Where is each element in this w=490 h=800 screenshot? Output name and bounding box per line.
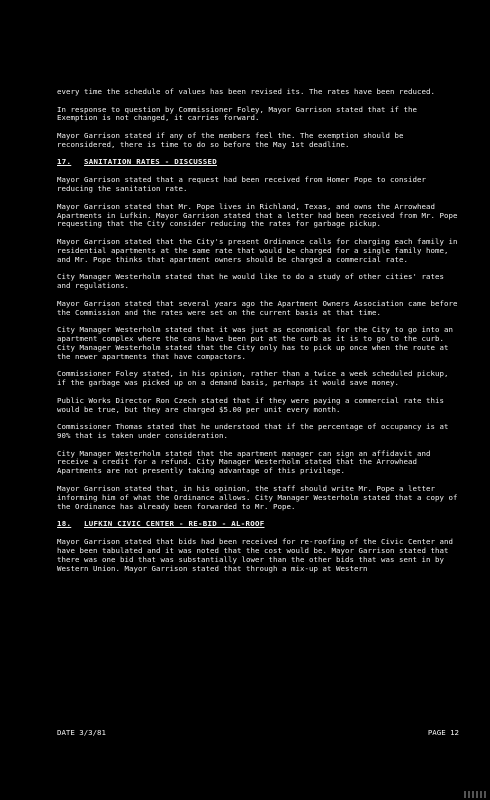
paragraph: Commissioner Thomas stated that he understood that if the percentage of occupancy is at 90% that is taken under consideration. xyxy=(57,422,449,440)
paragraph: Mayor Garrison stated that Mr. Pope lives in Richland, Texas, and owns the Arrowhead Apartments in Lufkin. Mayor Garrison stated that a letter had been received from Mr. Pope requesting that the City consider reducing the rates for garbage pickup. xyxy=(57,201,458,229)
paragraph: Public Works Director Ron Czech stated that if they were paying a commercial rate this would be true, but they are charged $5.00 per unit every month. xyxy=(57,395,444,414)
page-footer xyxy=(57,728,459,737)
paragraph: Commissioner Foley stated, in his opinion, rather than a twice a week scheduled pickup, if the garbage was picked up on a demand basis, perhaps it would save money. xyxy=(57,369,449,388)
paragraph: Mayor Garrison stated that bids had been received for re-roofing of the Civic Center and have been tabulated and it was noted that the cost would be. Mayor Garrison stated that there was one bid that was substantially lower than the other bids that was sent in by Western Union. Mayor Garrison stated that through a mix-up at Western xyxy=(57,537,453,573)
paragraph: City Manager Westerholm stated that the apartment manager can sign an affidavit and receive a credit for a refund. City Manager Westerholm stated that the Arrowhead Apartments are not presently taking advantage of this privilege. xyxy=(57,448,431,476)
section-title: LUFKIN CIVIC CENTER - RE-BID - AL-ROOF xyxy=(84,519,265,529)
footer-page-number: PAGE 12 xyxy=(427,728,459,737)
paragraph: City Manager Westerholm stated that he would like to do a study of other cities' rates and regulations. xyxy=(57,272,444,291)
minutes-page xyxy=(57,88,459,582)
footer-date: DATE 3/3/81 xyxy=(57,728,106,737)
paragraph: Mayor Garrison stated if any of the members feel the. The exemption should be reconsidered, there is time to do so before the May 1st deadline. xyxy=(57,130,404,149)
paragraph: City Manager Westerholm stated that it was just as economical for the City to go into an apartment complex where the cans have been put at the curb as it is to go to the curb. City Manager Westerholm stated that the City only has to pick up once when the route at the newer apartments that have compactors. xyxy=(57,325,453,361)
section-number: 18. xyxy=(57,519,72,529)
section-number: 17. xyxy=(57,157,72,167)
paragraph: Mayor Garrison stated that several years ago the Apartment Owners Association came before the Commission and the rates were set on the current basis at that time. xyxy=(57,298,458,317)
paragraph: Mayor Garrison stated that, in his opinion, the staff should write Mr. Pope a letter informing him of what the Ordinance allows. City Manager Westerholm stated that a copy of the Ordinance has already been forwarded to Mr. Pope. xyxy=(57,483,458,511)
paragraph: Mayor Garrison stated that a request had been received from Homer Pope to consider reducing the sanitation rate. xyxy=(57,175,426,194)
section-heading-18 xyxy=(57,520,459,529)
paragraph: Mayor Garrison stated that the City's present Ordinance calls for charging each family in residential apartments at the same rate that would be charged for a single family home, and Mr. Pope thinks that apartment owners should be charged a commercial rate. xyxy=(57,236,458,264)
paragraph: In response to question by Commissioner Foley, Mayor Garrison stated that if the Exemption is not changed, it carries forward. xyxy=(57,104,417,123)
section-heading-17 xyxy=(57,158,459,167)
scan-artifact xyxy=(464,791,486,798)
section-title: SANITATION RATES - DISCUSSED xyxy=(84,157,217,167)
paragraph: every time the schedule of values has been revised its. The rates have been reduced. xyxy=(57,87,435,96)
